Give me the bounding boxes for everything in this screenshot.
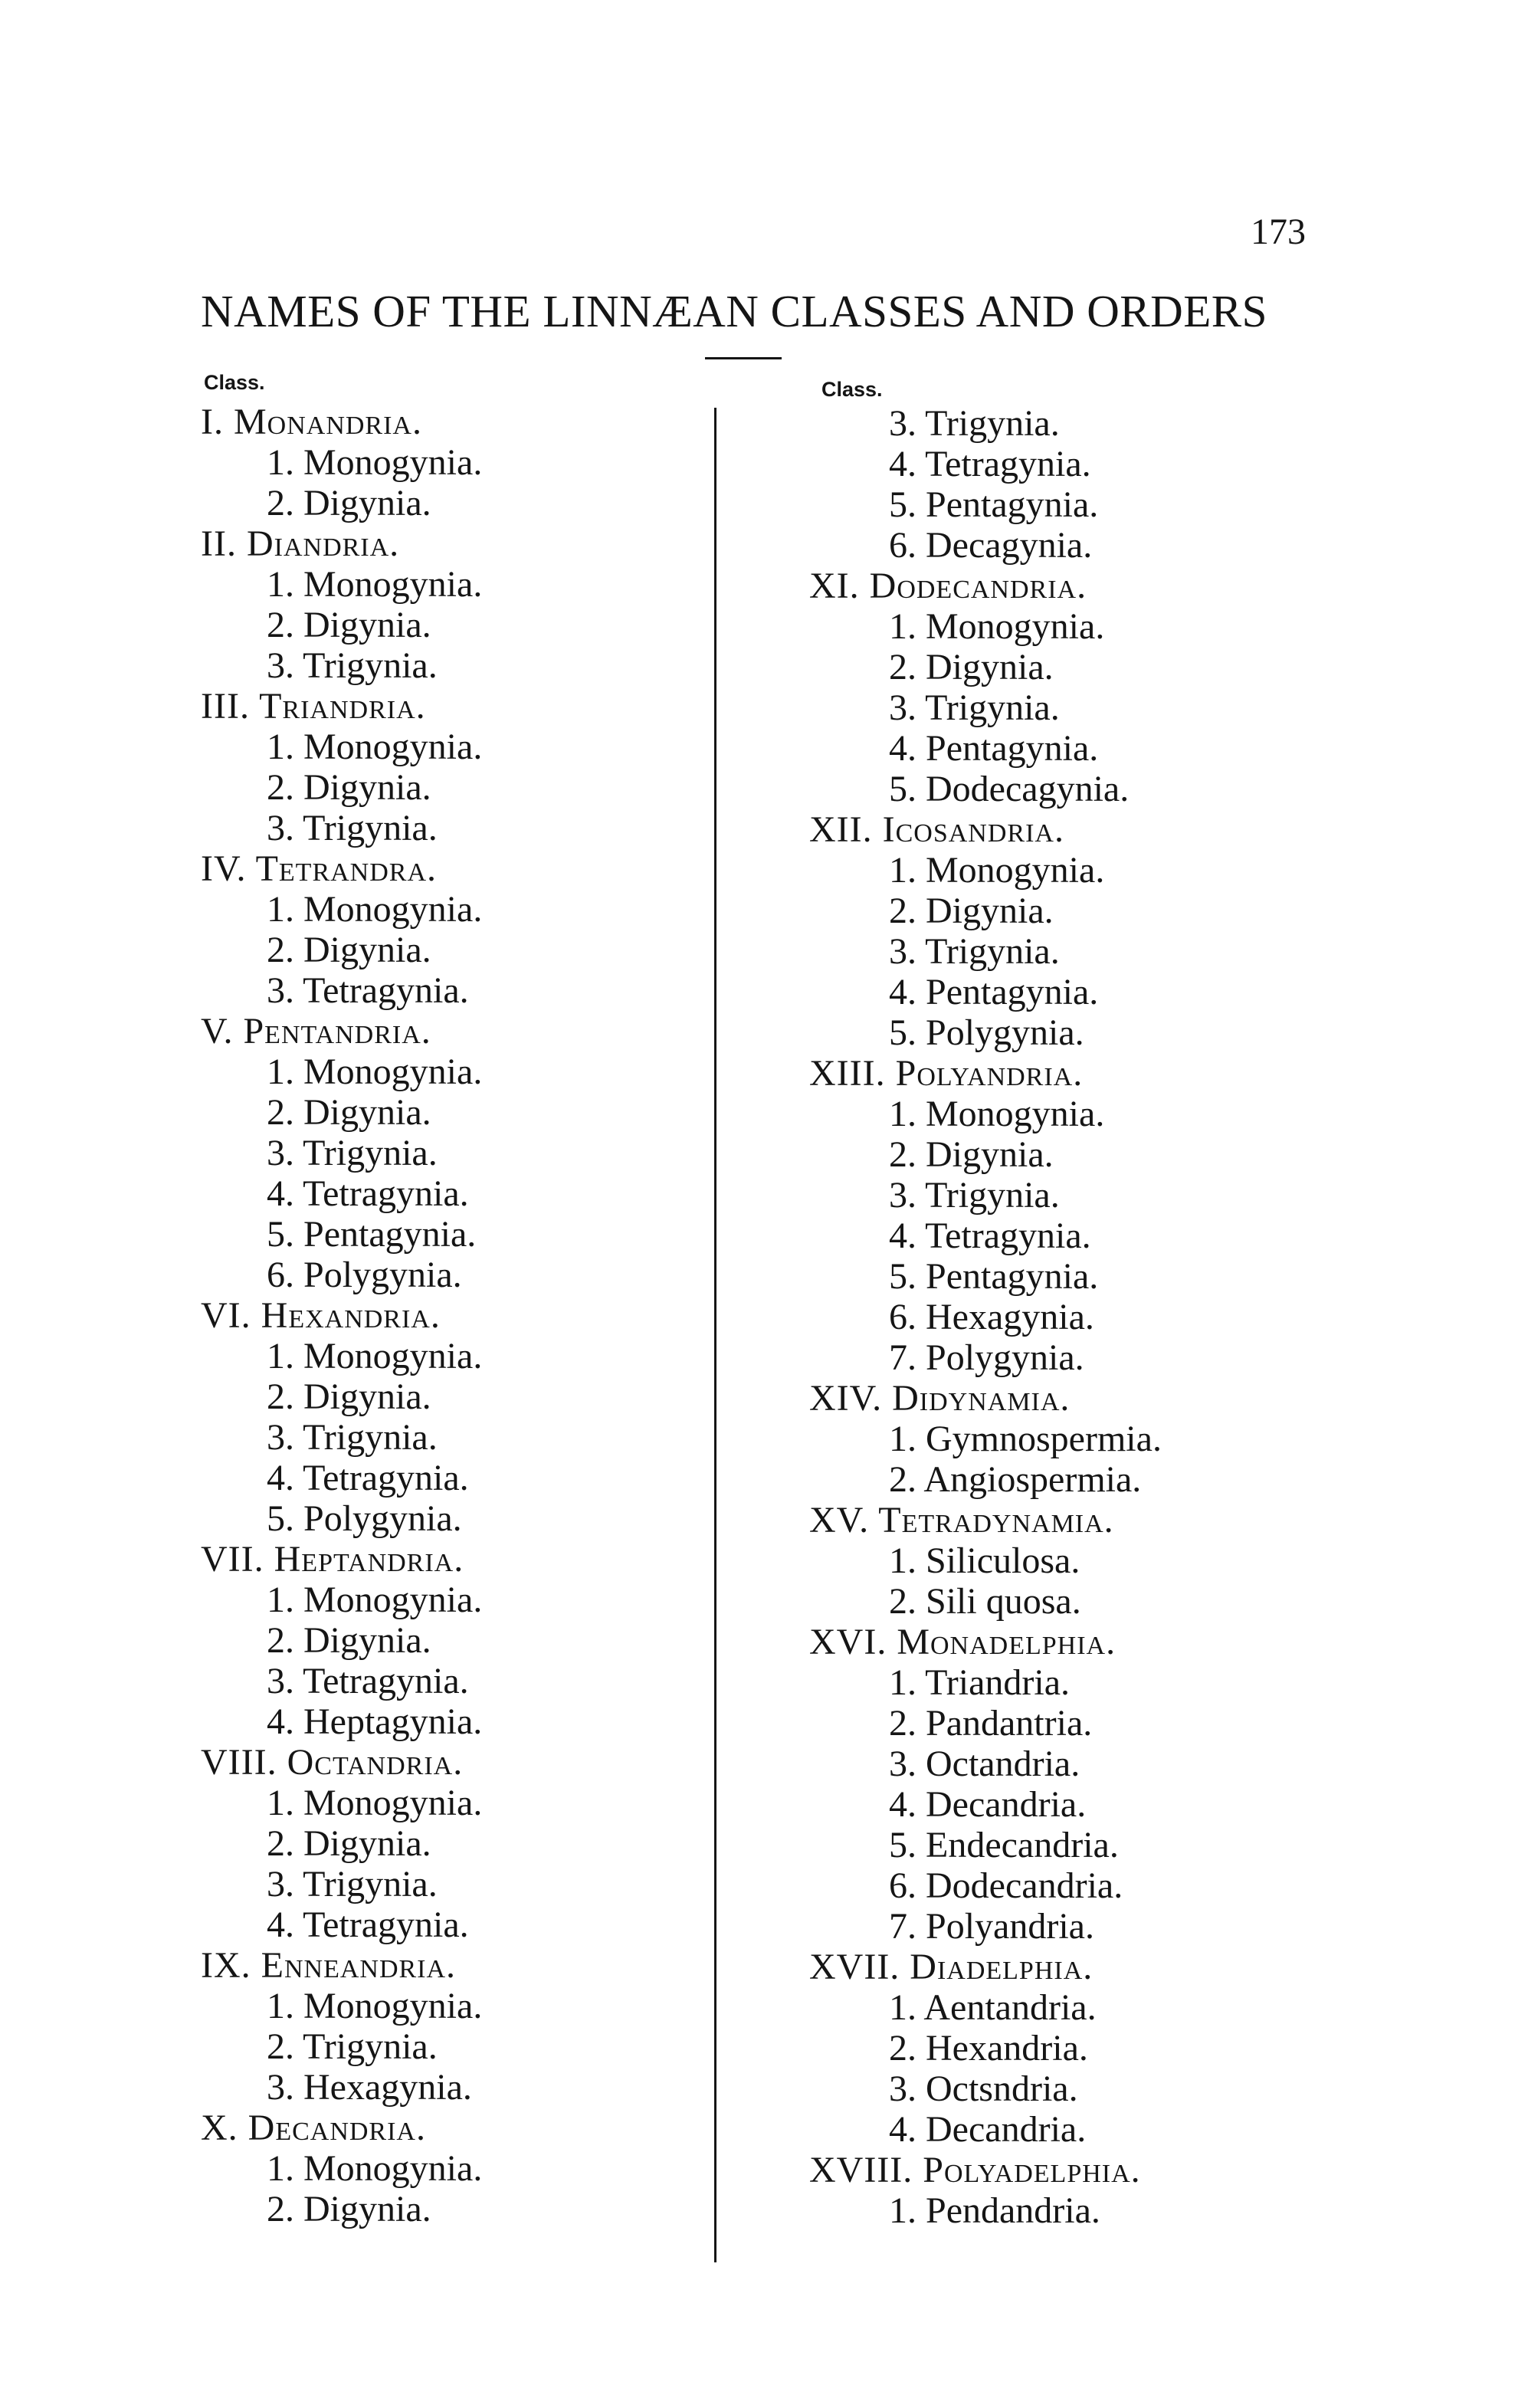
- order-entry: 5. Pentagynia.: [889, 1256, 1099, 1297]
- order-entry: 5. Pentagynia.: [889, 484, 1099, 525]
- order-entry: 2. Digynia.: [267, 2189, 431, 2229]
- order-entry: 1. Monogynia.: [267, 727, 483, 767]
- left-column: [201, 402, 482, 2229]
- class-entry: X. Decandria.: [201, 2108, 426, 2148]
- class-entry: XIII. Polyandria.: [809, 1053, 1084, 1094]
- class-entry: IX. Enneandria.: [201, 1945, 457, 1986]
- class-entry: XV. Tetradynamia.: [809, 1500, 1114, 1540]
- right-column-heading: Class.: [821, 378, 883, 401]
- order-entry: 3. Trigynia.: [889, 403, 1060, 444]
- order-entry: 1. Monogynia.: [267, 1986, 483, 2026]
- order-entry: 7. Polygynia.: [889, 1337, 1084, 1378]
- order-entry: 3. Trigynia.: [267, 1864, 438, 1904]
- order-entry: 4. Tetragynia.: [267, 1458, 469, 1498]
- order-entry: 4. Tetragynia.: [267, 1904, 469, 1945]
- order-entry: 2. Hexandria.: [889, 2028, 1088, 2068]
- order-entry: 3. Trigynia.: [889, 931, 1060, 972]
- order-entry: 4. Decandria.: [889, 2109, 1087, 2150]
- order-entry: 2. Digynia.: [889, 647, 1054, 687]
- order-entry: 4. Tetragynia.: [267, 1173, 469, 1214]
- order-entry: 1. Monogynia.: [889, 606, 1105, 647]
- left-column-heading: Class.: [204, 371, 265, 394]
- order-entry: 1. Monogynia.: [267, 1783, 483, 1823]
- order-entry: 3. Trigynia.: [267, 1417, 438, 1458]
- order-entry: 3. Trigynia.: [889, 1175, 1060, 1215]
- order-entry: 3. Tetragynia.: [267, 1661, 469, 1701]
- class-entry: XVII. Diadelphia.: [809, 1947, 1094, 1987]
- order-entry: 2. Digynia.: [267, 1823, 431, 1864]
- class-entry: XVI. Monadelphia.: [809, 1622, 1116, 1662]
- order-entry: 4. Pentagynia.: [889, 728, 1099, 769]
- class-entry: VI. Hexandria.: [201, 1295, 441, 1336]
- order-entry: 2. Angiospermia.: [889, 1459, 1142, 1500]
- order-entry: 5. Polygynia.: [267, 1498, 462, 1539]
- order-entry: 3. Octandria.: [889, 1744, 1080, 1784]
- class-entry: XII. Icosandria.: [809, 809, 1064, 850]
- order-entry: 2. Digynia.: [267, 1092, 431, 1133]
- class-entry: V. Pentandria.: [201, 1011, 431, 1051]
- order-entry: 1. Siliculosa.: [889, 1540, 1080, 1581]
- order-entry: 1. Monogynia.: [889, 1094, 1105, 1134]
- order-entry: 3. Trigynia.: [889, 687, 1060, 728]
- order-entry: 2. Digynia.: [267, 483, 431, 523]
- order-entry: 6. Polygynia.: [267, 1255, 462, 1295]
- order-entry: 3. Tetragynia.: [267, 970, 469, 1011]
- order-entry: 2. Digynia.: [889, 1134, 1054, 1175]
- order-entry: 3. Trigynia.: [267, 808, 438, 848]
- order-entry: 7. Polyandria.: [889, 1906, 1094, 1947]
- column-divider: [714, 408, 716, 2262]
- title-rule: [705, 357, 782, 359]
- order-entry: 3. Trigynia.: [267, 1133, 438, 1173]
- order-entry: 1. Monogynia.: [889, 850, 1105, 891]
- order-entry: 4. Tetragynia.: [889, 444, 1091, 484]
- order-entry: 1. Monogynia.: [267, 2148, 483, 2189]
- order-entry: 2. Pandantria.: [889, 1703, 1093, 1744]
- order-entry: 2. Digynia.: [267, 930, 431, 970]
- order-entry: 1. Pendandria.: [889, 2190, 1100, 2231]
- order-entry: 3. Trigynia.: [267, 645, 438, 686]
- order-entry: 1. Monogynia.: [267, 1051, 483, 1092]
- order-entry: 1. Triandria.: [889, 1662, 1071, 1703]
- order-entry: 5. Pentagynia.: [267, 1214, 477, 1255]
- order-entry: 4. Decandria.: [889, 1784, 1087, 1825]
- class-entry: VIII. Octandria.: [201, 1742, 464, 1783]
- class-entry: XI. Dodecandria.: [809, 566, 1087, 606]
- order-entry: 1. Monogynia.: [267, 564, 483, 605]
- page-title: NAMES OF THE LINNÆAN CLASSES AND ORDERS: [201, 286, 1267, 336]
- order-entry: 1. Gymnospermia.: [889, 1419, 1162, 1459]
- order-entry: 1. Monogynia.: [267, 1580, 483, 1620]
- order-entry: 1. Monogynia.: [267, 442, 483, 483]
- order-entry: 1. Monogynia.: [267, 1336, 483, 1376]
- order-entry: 6. Dodecandria.: [889, 1865, 1123, 1906]
- order-entry: 6. Decagynia.: [889, 525, 1093, 566]
- order-entry: 5. Dodecagynia.: [889, 769, 1130, 809]
- order-entry: 2. Sili quosa.: [889, 1581, 1081, 1622]
- order-entry: 5. Polygynia.: [889, 1012, 1084, 1053]
- order-entry: 2. Digynia.: [267, 605, 431, 645]
- order-entry: 2. Digynia.: [267, 1620, 431, 1661]
- order-entry: 2. Digynia.: [267, 767, 431, 808]
- order-entry: 2. Trigynia.: [267, 2026, 438, 2067]
- order-entry: 1. Monogynia.: [267, 889, 483, 930]
- order-entry: 2. Digynia.: [267, 1376, 431, 1417]
- order-entry: 1. Aentandria.: [889, 1987, 1097, 2028]
- order-entry: 4. Tetragynia.: [889, 1215, 1091, 1256]
- class-entry: I. Monandria.: [201, 402, 422, 442]
- order-entry: 6. Hexagynia.: [889, 1297, 1094, 1337]
- class-entry: III. Triandria.: [201, 686, 426, 727]
- right-column: [809, 403, 1162, 2231]
- order-entry: 5. Endecandria.: [889, 1825, 1119, 1865]
- order-entry: 4. Heptagynia.: [267, 1701, 483, 1742]
- class-entry: IV. Tetrandra.: [201, 848, 438, 889]
- class-entry: II. Diandria.: [201, 523, 400, 564]
- page-number: 173: [1251, 212, 1306, 252]
- order-entry: 3. Octsndria.: [889, 2068, 1078, 2109]
- order-entry: 2. Digynia.: [889, 891, 1054, 931]
- order-entry: 4. Pentagynia.: [889, 972, 1099, 1012]
- class-entry: XIV. Didynamia.: [809, 1378, 1071, 1419]
- class-entry: XVIII. Polyadelphia.: [809, 2150, 1141, 2190]
- class-entry: VII. Heptandria.: [201, 1539, 464, 1580]
- order-entry: 3. Hexagynia.: [267, 2067, 472, 2108]
